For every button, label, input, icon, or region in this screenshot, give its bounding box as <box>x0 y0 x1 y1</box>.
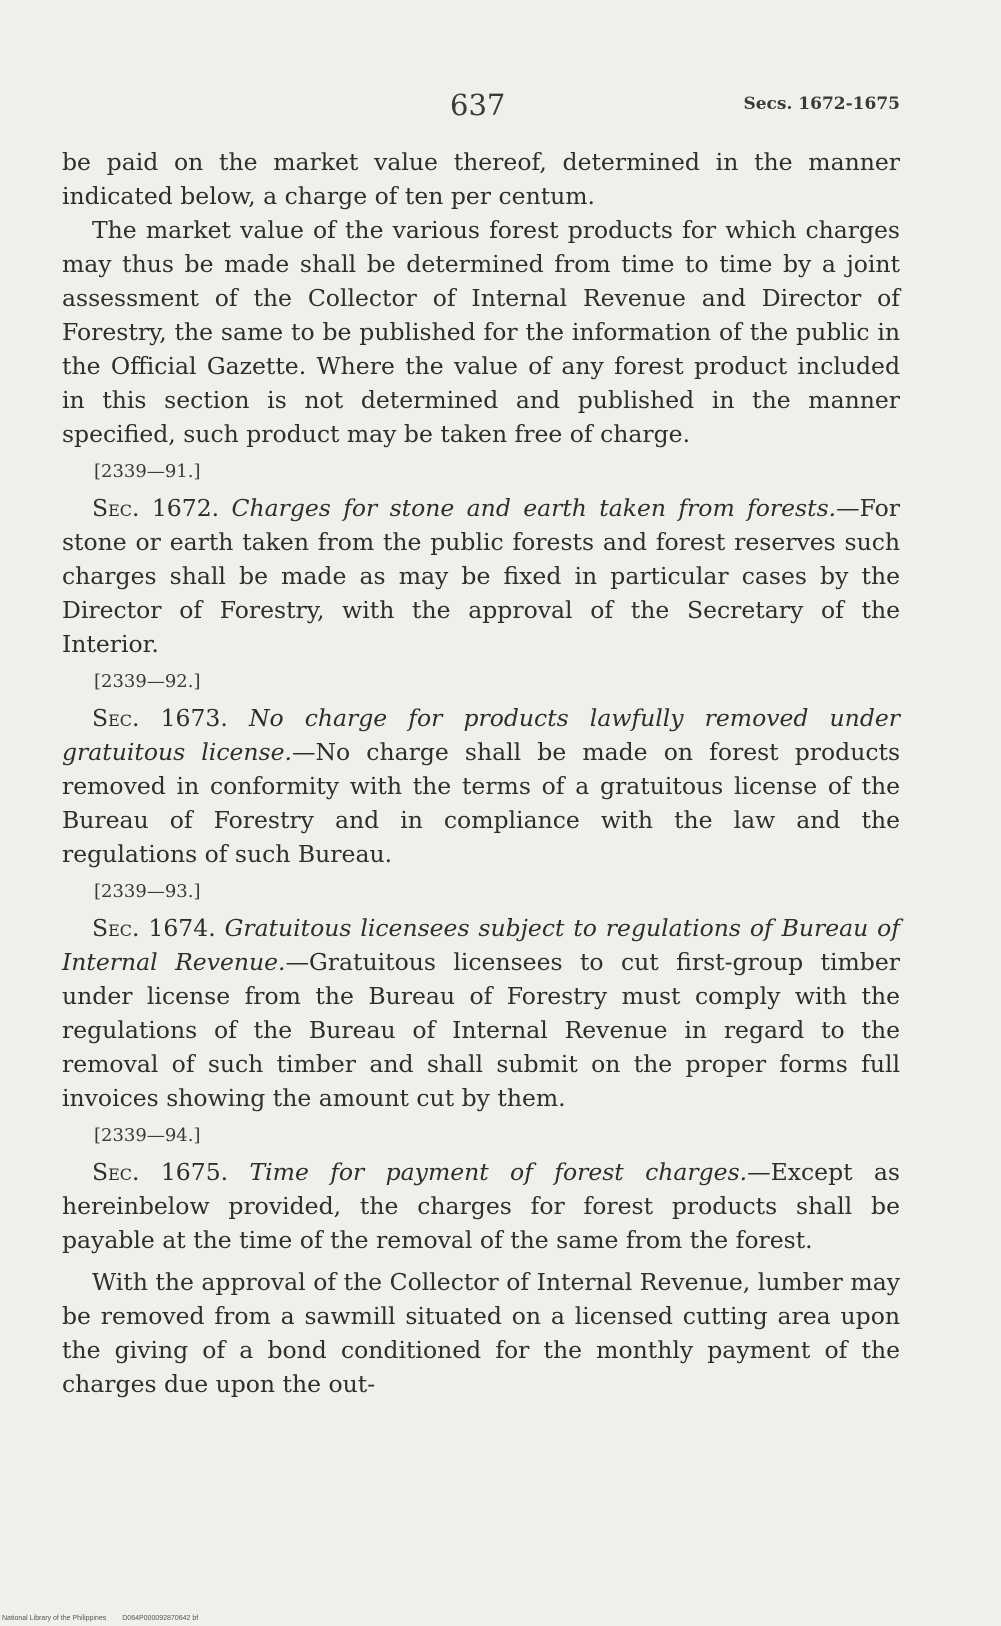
section-range: Secs. 1672-1675 <box>743 94 900 114</box>
section-body: —No charge shall be made on forest products removed in conformity with the terms of a gratuitous license of the Bureau of Forestry and in compliance with the law and the regulations of such Bureau. <box>62 738 901 868</box>
page-number: 637 <box>450 88 506 122</box>
reference-2339-91: [2339—91.] <box>94 461 201 482</box>
section-number: 1673. <box>139 704 249 732</box>
section-label: Sec. <box>92 704 140 732</box>
section-1674 <box>62 911 900 1115</box>
paragraph-spacer <box>62 1257 900 1265</box>
section-1673 <box>62 701 900 871</box>
section-1675 <box>62 1155 900 1257</box>
paragraph-continuation: be paid on the market value thereof, determined in the manner indicated below, a charge of ten per centum. <box>62 148 900 210</box>
section-1672 <box>62 491 900 661</box>
section-label: Sec. <box>92 1158 140 1186</box>
section-label: Sec. <box>92 494 140 522</box>
section-number: 1674. <box>139 914 225 942</box>
reference-2339-93: [2339—93.] <box>94 881 201 902</box>
section-body: —For stone or earth taken from the public forests and forest reserves such charges shall be made as may be fixed in particular cases by the Director of Forestry, with the approval of the Secretary of the Interior. <box>62 494 900 658</box>
body-text <box>62 145 900 1401</box>
page-header <box>62 88 900 128</box>
library-credit: National Library of the Philippines <box>2 1615 107 1622</box>
section-title: No charge for products lawfully removed under gratuitous license. <box>62 704 900 766</box>
section-title: Gratuitous licensees subject to regulations of Bureau of Internal Revenue. <box>62 914 900 976</box>
section-title: Charges for stone and earth taken from forests. <box>231 494 837 522</box>
reference-2339-92: [2339—92.] <box>94 671 201 692</box>
section-title: Time for payment of forest charges. <box>249 1158 748 1186</box>
scan-footer <box>2 1615 212 1622</box>
paragraph-sawmill-bond: With the approval of the Collector of Internal Revenue, lumber may be removed from a sawmill situated on a licensed cutting area upon the giving of a bond conditioned for the monthly payment of the charges due upon the out- <box>62 1268 900 1398</box>
reference-2339-94: [2339—94.] <box>94 1125 201 1146</box>
section-number: 1672. <box>139 494 232 522</box>
paragraph-market-value: The market value of the various forest products for which charges may thus be made shall be determined from time to time by a joint assessment of the Collector of Internal Revenue and Director of Forestry, the same to be published for the information of the public in the Official Gazette. Where the value of any forest product included in this section is not determined and published in the manner specified, such product may be taken free of charge. <box>62 216 900 448</box>
section-label: Sec. <box>92 914 140 942</box>
section-number: 1675. <box>139 1158 250 1186</box>
section-body: —Except as hereinbelow provided, the charges for forest products shall be payable at the time of the removal of the same from the forest. <box>62 1158 900 1254</box>
section-body: —Gratuitous licensees to cut first-group timber under license from the Bureau of Forestry must comply with the regulations of the Bureau of Internal Revenue in regard to the removal of such timber and shall submit on the proper forms full invoices showing the amount cut by them. <box>62 948 900 1112</box>
scan-code: D064P000092870642 bf <box>122 1615 199 1622</box>
